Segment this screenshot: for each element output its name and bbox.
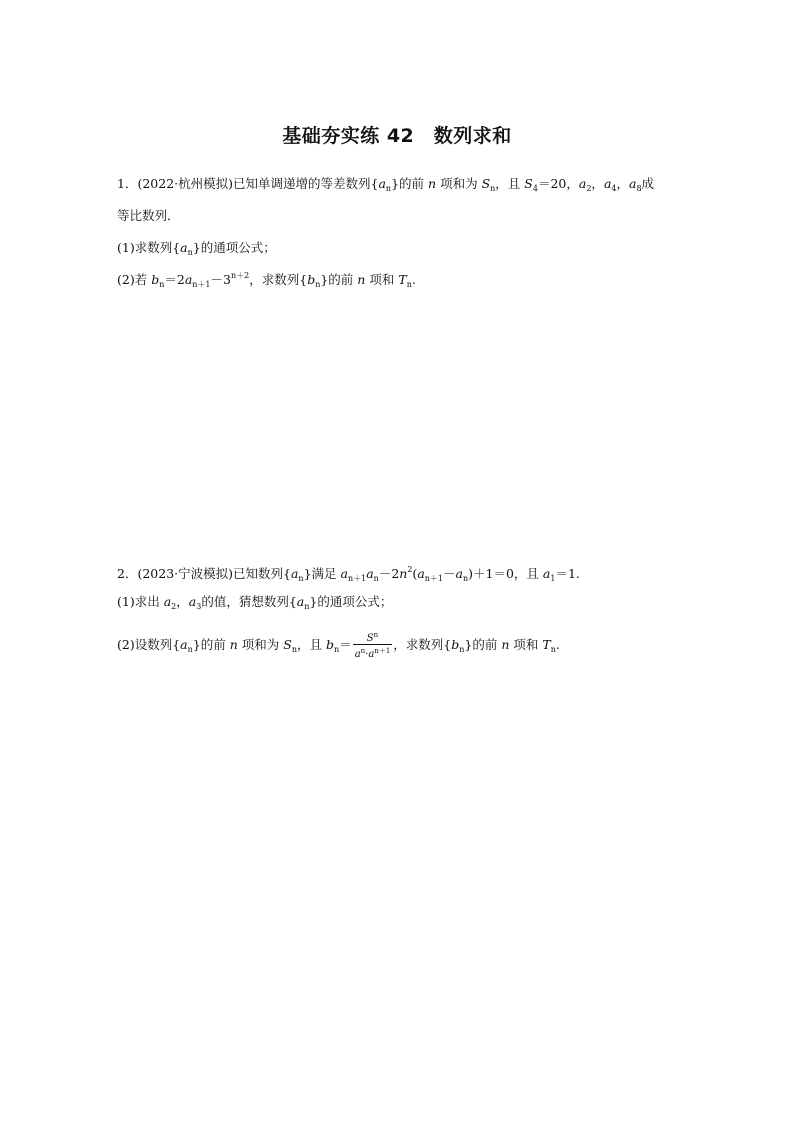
q1-source: (2022·杭州模拟) <box>137 176 233 191</box>
q1-number: 1． <box>117 176 138 191</box>
q1-part1: (1)求数列$\{a_n\}$的通项公式； <box>117 240 276 257</box>
q1-stem: 1．(2022·杭州模拟)已知单调递增的等差数列$\{a_n\}$的前 n 项和为 $S_n$，且 $S_4=20$，$a_2$，$a_4$，$a_8$成 <box>117 176 655 193</box>
q2-number: 2． <box>117 566 138 581</box>
q1-part2: (2)若 $b_n=2a_{n+1}-3^{n+2}$，求数列$\{b_n\}$的前 n 项和 $T_n$. <box>117 271 416 289</box>
q2-part1: (1)求出 $a_2$，$a_3$的值，猜想数列$\{a_n\}$的通项公式； <box>117 594 393 611</box>
q2-part2: (2)设数列$\{a_n\}$的前 n 项和为 $S_n$，且 $b_n=$ $\frac{S^n}{a^n\cdot a^{n+1}}$ ，求数列$\{b_n\}$的前 n 项和 $T_n$. <box>117 631 560 660</box>
fraction: $\frac{S^n}{a^n\cdot a^{n+1}}$ <box>354 631 391 660</box>
q1-stem-line2: 等比数列． <box>117 208 180 223</box>
page-title: 基础夯实练 42 数列求和 <box>282 125 512 147</box>
q2-source: (2023·宁波模拟) <box>137 566 233 581</box>
q2-stem: 2．(2023·宁波模拟)已知数列$\{a_n\}$满足 $a_{n+1}a_n-2n^2(a_{n+1}-a_n)+1=0$，且 $a_1=1$. <box>117 565 580 583</box>
